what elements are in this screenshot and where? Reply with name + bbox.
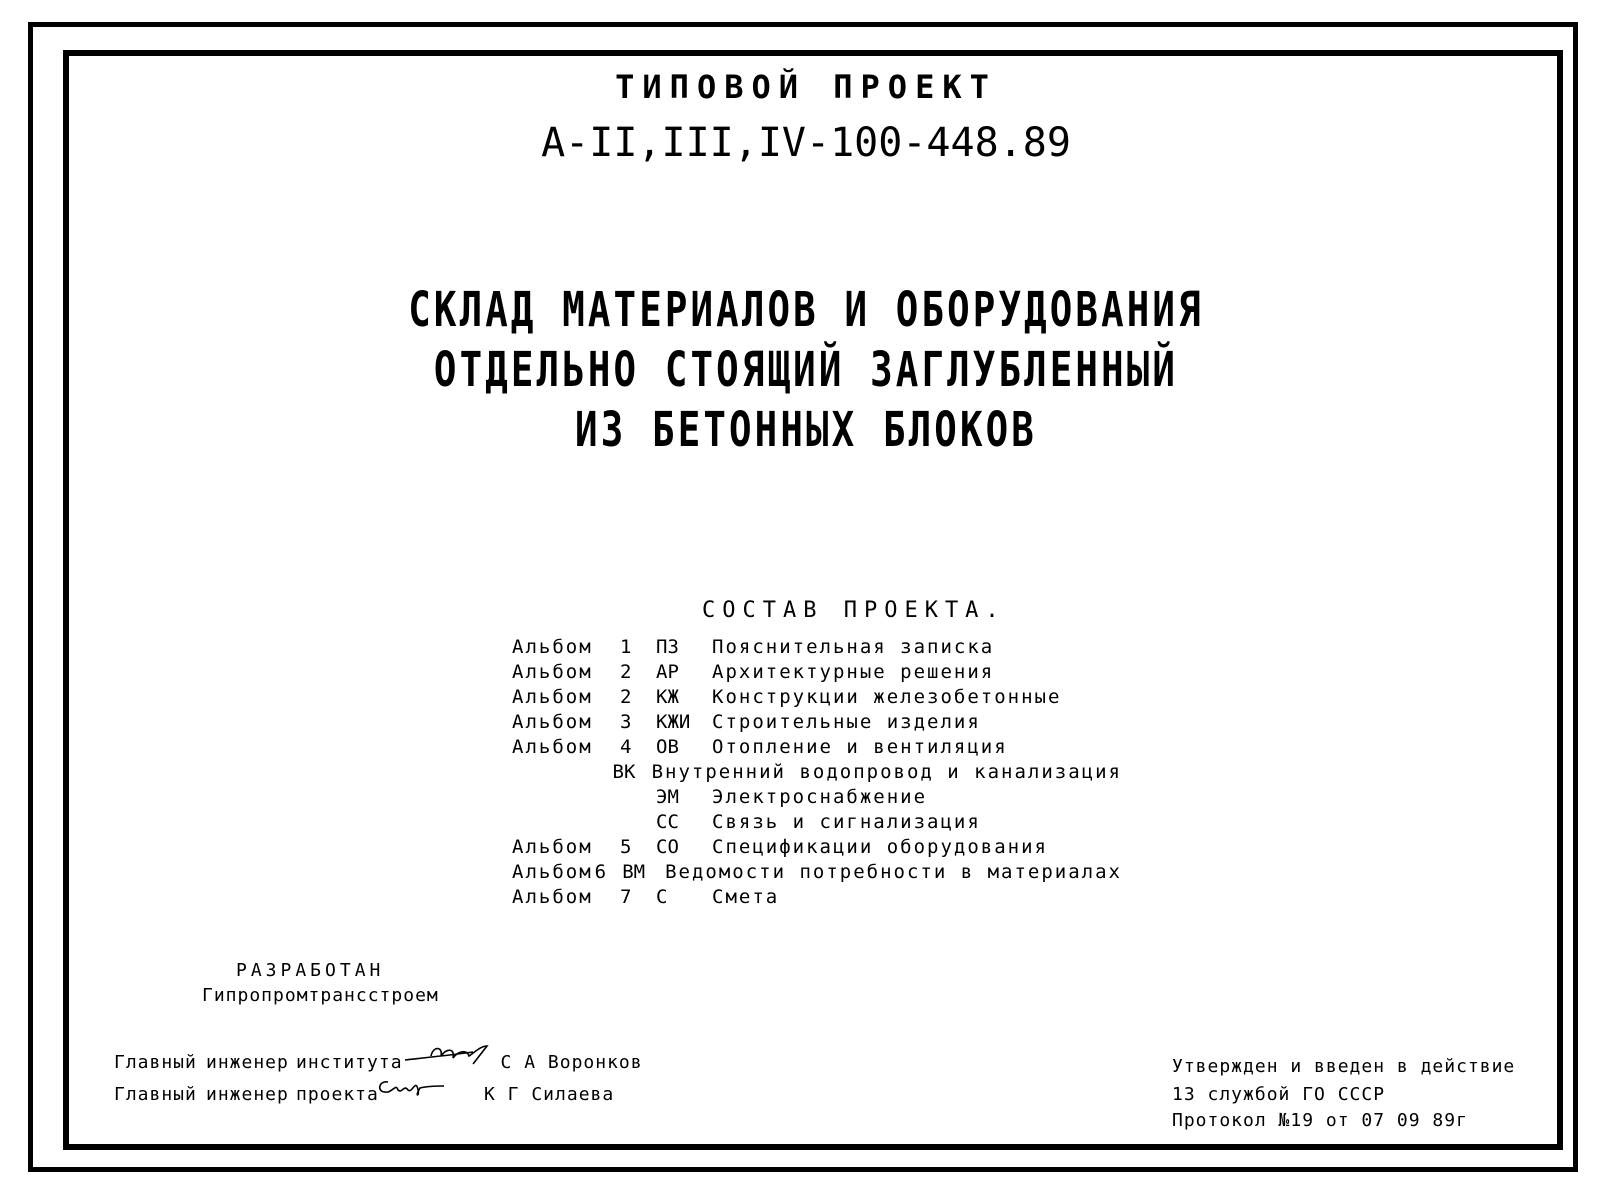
contents-row — [512, 861, 1122, 886]
album-label: Альбом — [512, 836, 593, 858]
section-code: ПЗ — [656, 636, 679, 658]
section-code: ВМ — [622, 861, 646, 883]
contents-row — [512, 736, 1122, 761]
contents-heading: СОСТАВ ПРОЕКТА. — [702, 598, 1006, 623]
album-number: 1 — [620, 636, 632, 658]
album-number: 4 — [620, 736, 632, 758]
role-word: института — [296, 1052, 403, 1073]
role-word: Главный — [114, 1052, 197, 1073]
handwritten-signature-icon — [374, 1078, 466, 1100]
title-line-1: СКЛАД МАТЕРИАЛОВ И ОБОРУДОВАНИЯ — [408, 282, 1204, 338]
album-number: 7 — [620, 886, 632, 908]
album-number: 3 — [620, 711, 632, 733]
album-label: Альбом — [512, 636, 593, 658]
role-word: инженер — [206, 1052, 289, 1073]
contents-row — [512, 836, 1122, 861]
contents-row — [512, 636, 1122, 661]
album-label: Альбом — [512, 711, 593, 733]
section-title: Ведомости потребности в материалах — [665, 861, 1122, 883]
album-label: Альбом — [512, 861, 593, 883]
section-code: СС — [656, 811, 679, 833]
album-number: 2 — [620, 661, 632, 683]
section-code: ВК — [612, 761, 636, 783]
section-title: Электроснабжение — [712, 786, 928, 808]
approval-line-3: Протокол №19 от 07 09 89г — [1172, 1110, 1468, 1131]
album-number: 5 — [620, 836, 632, 858]
album-number: 2 — [620, 686, 632, 708]
section-title: Внутренний водопровод и канализация — [651, 761, 1122, 783]
section-title: Отопление и вентиляция — [712, 736, 1008, 758]
signatory-name: С А Воронков — [500, 1052, 643, 1073]
contents-row — [512, 661, 1122, 686]
section-title: Спецификации оборудования — [712, 836, 1048, 858]
contents-row — [512, 761, 1122, 786]
album-label: Альбом — [512, 886, 593, 908]
contents-row — [512, 786, 1122, 811]
handwritten-signature-icon — [403, 1046, 495, 1068]
title-line-2: ОТДЕЛЬНО СТОЯЩИЙ ЗАГЛУБЛЕННЫЙ — [433, 342, 1179, 398]
section-code: С — [656, 886, 668, 908]
title-line-3: ИЗ БЕТОННЫХ БЛОКОВ — [575, 402, 1037, 458]
section-title: Строительные изделия — [712, 711, 981, 733]
section-title: Архитектурные решения — [712, 661, 995, 683]
role-word: проекта — [296, 1084, 379, 1105]
contents-row — [512, 711, 1122, 736]
signatory-name: К Г Силаева — [484, 1084, 615, 1105]
contents-row — [512, 686, 1122, 711]
contents-list — [512, 636, 1122, 911]
album-label: Альбом — [512, 661, 593, 683]
contents-row — [512, 811, 1122, 836]
album-label: Альбом — [512, 686, 593, 708]
album-number: 6 — [594, 861, 607, 883]
role-word: Главный — [114, 1084, 197, 1105]
section-title: Связь и сигнализация — [712, 811, 981, 833]
contents-row — [512, 886, 1122, 911]
section-code: СО — [656, 836, 679, 858]
signature-row-project — [114, 1078, 614, 1105]
developer-org: Гипропромтрансстроем — [202, 985, 439, 1006]
album-label: Альбом — [512, 736, 593, 758]
section-code: ЭМ — [656, 786, 679, 808]
approval-line-1: Утвержден и введен в действие — [1172, 1056, 1516, 1077]
section-code: АР — [656, 661, 679, 683]
project-code: А-II,III,IV-100-448.89 — [541, 120, 1071, 166]
signature-row-institute — [114, 1046, 643, 1073]
approval-line-2: 13 службой ГО СССР — [1172, 1084, 1386, 1105]
role-word: инженер — [206, 1084, 289, 1105]
section-title: Смета — [712, 886, 780, 908]
developer-label: РАЗРАБОТАН — [236, 960, 385, 981]
section-code: КЖ — [656, 686, 679, 708]
section-code: КЖИ — [656, 711, 691, 733]
section-title: Конструкции железобетонные — [712, 686, 1062, 708]
section-code: ОВ — [656, 736, 679, 758]
section-title: Пояснительная записка — [712, 636, 995, 658]
stamp-label: ТИПОВОЙ ПРОЕКТ — [615, 68, 997, 106]
